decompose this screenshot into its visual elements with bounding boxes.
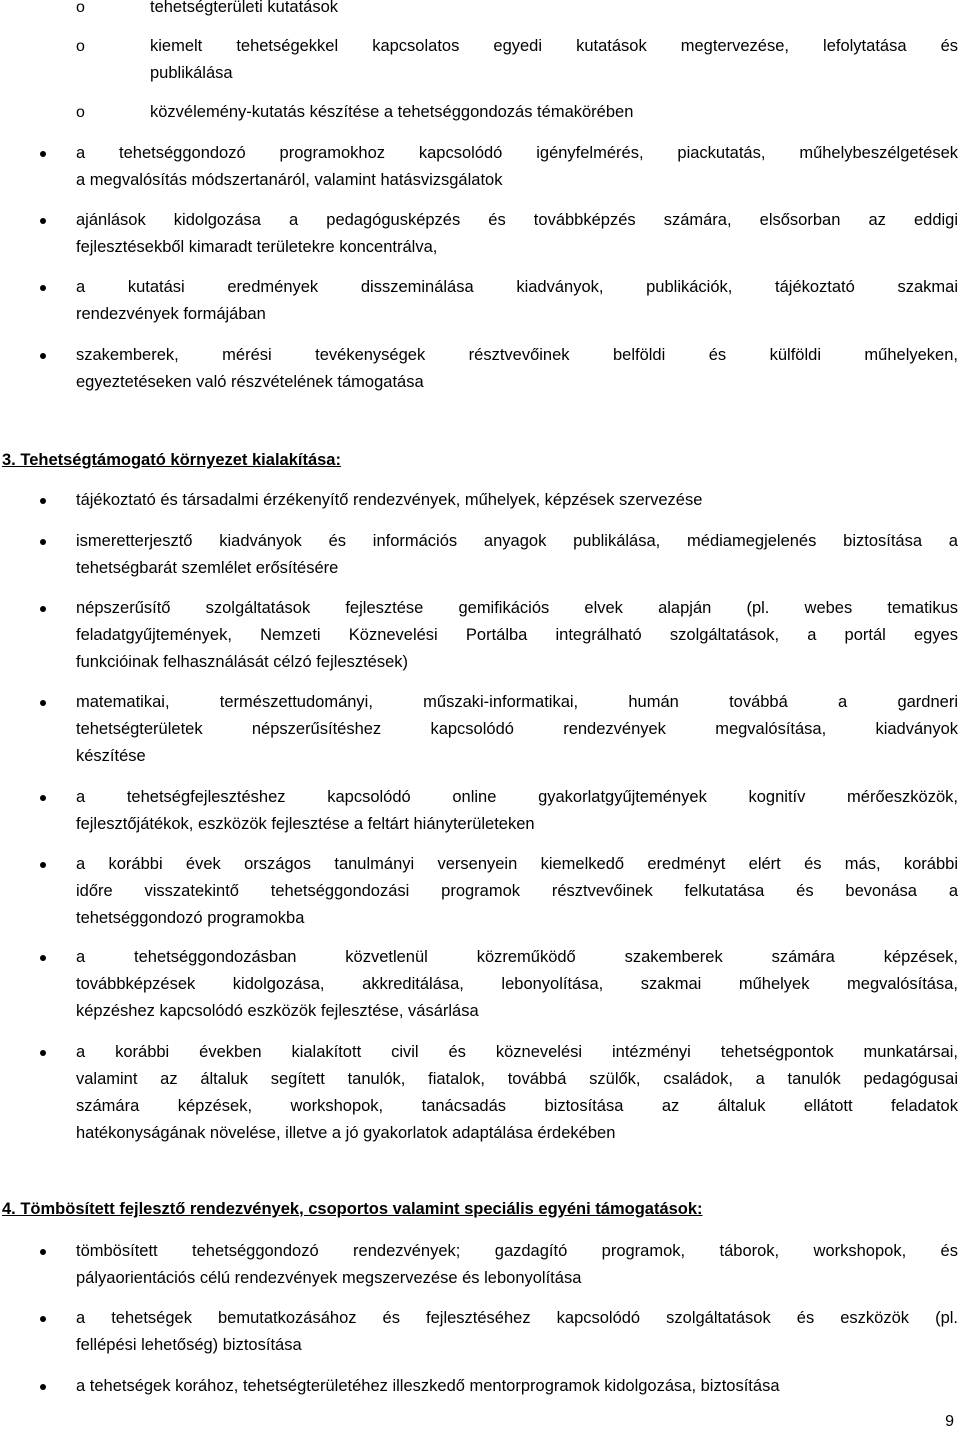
bullet-icon xyxy=(40,955,46,961)
item-line: a tehetségek korához, tehetségterületéhez illeszkedő mentorprogramok kidolgozása, biztosítása xyxy=(76,1377,780,1395)
item-line: a kutatási eredmények disszeminálása kiadványok, publikációk, tájékoztató szakmai xyxy=(76,278,958,296)
item-line: ajánlások kidolgozása a pedagógusképzés és továbbképzés számára, elsősorban az eddigi xyxy=(76,211,958,229)
list-item xyxy=(0,207,960,261)
item-line: a korábbi évek országos tanulmányi versenyein kiemelkedő eredményt elért és más, korábbi xyxy=(76,855,958,873)
item-line: fejlesztőjátékok, eszközök fejlesztése a feltárt hiányterületeken xyxy=(76,815,535,833)
list-item xyxy=(0,595,960,676)
bullet-icon xyxy=(40,539,46,545)
list-item xyxy=(0,944,960,1025)
bullet-icon xyxy=(40,1249,46,1255)
sub-item xyxy=(0,33,960,87)
list-item xyxy=(0,1238,960,1292)
item-line: a tehetségfejlesztéshez kapcsolódó online gyakorlatgyűjtemények kognitív mérőeszközök, xyxy=(76,788,958,806)
item-line: tehetségterületek népszerűsítéshez kapcsolódó rendezvények megvalósítása, kiadványok xyxy=(76,720,958,738)
item-line: publikálása xyxy=(150,64,233,82)
bullet-icon xyxy=(40,218,46,224)
bullet-icon xyxy=(40,1384,46,1390)
page-number: 9 xyxy=(945,1413,954,1430)
item-line: feladatgyűjtemények, Nemzeti Köznevelési Portálba integrálható szolgáltatások, a portál egyes xyxy=(76,626,958,644)
item-line: funkcióinak felhasználását célzó fejlesztések) xyxy=(76,653,409,671)
item-line: kiemelt tehetségekkel kapcsolatos egyedi kutatások megtervezése, lefolytatása és xyxy=(150,37,958,55)
list-item xyxy=(0,1039,960,1147)
list-item xyxy=(0,851,960,932)
bullet-icon xyxy=(40,862,46,868)
item-line: rendezvények formájában xyxy=(76,305,266,323)
list-item xyxy=(0,274,960,328)
list-item xyxy=(0,1373,960,1400)
item-line: időre visszatekintő tehetséggondozási programok résztvevőinek felkutatása és bevonása a xyxy=(76,882,958,900)
item-line: tömbösített tehetséggondozó rendezvények; gazdagító programok, táborok, workshopok, és xyxy=(76,1242,958,1260)
section-heading: 4. Tömbösített fejlesztő rendezvények, csoportos valamint speciális egyéni támogatások: xyxy=(2,1200,703,1218)
item-line: készítése xyxy=(76,747,146,765)
item-line: népszerűsítő szolgáltatások fejlesztése gemifikációs elvek alapján (pl. webes tematikus xyxy=(76,599,958,617)
item-line: tehetséggondozó programokba xyxy=(76,909,305,927)
item-line: ismeretterjesztő kiadványok és információs anyagok publikálása, médiamegjelenés biztosítása a xyxy=(76,532,958,550)
list-item xyxy=(0,689,960,770)
item-line: közvélemény-kutatás készítése a tehetséggondozás témakörében xyxy=(150,103,634,121)
item-line: a tehetségek bemutatkozásához és fejlesztéséhez kapcsolódó szolgáltatások és eszközök (pl. xyxy=(76,1309,958,1327)
bullet-icon xyxy=(40,285,46,291)
circle-bullet-icon: o xyxy=(76,0,85,16)
sub-item xyxy=(0,99,960,126)
section-heading: 3. Tehetségtámogató környezet kialakítása: xyxy=(2,451,341,469)
item-line: matematikai, természettudományi, műszaki-informatikai, humán továbbá a gardneri xyxy=(76,693,958,711)
item-line: számára képzések, workshopok, tanácsadás biztosítása az általuk ellátott feladatok xyxy=(76,1097,958,1115)
item-line: pályaorientációs célú rendezvények megszervezése és lebonyolítása xyxy=(76,1269,582,1287)
item-line: a korábbi években kialakított civil és köznevelési intézményi tehetségpontok munkatársai, xyxy=(76,1043,958,1061)
bullet-icon xyxy=(40,1316,46,1322)
list-item xyxy=(0,1305,960,1359)
item-line: szakemberek, mérési tevékenységek résztvevőinek belföldi és külföldi műhelyeken, xyxy=(76,346,958,364)
bullet-icon xyxy=(40,151,46,157)
item-line: fellépési lehetőség) biztosítása xyxy=(76,1336,302,1354)
bullet-icon xyxy=(40,353,46,359)
item-line: hatékonyságának növelése, illetve a jó gyakorlatok adaptálása érdekében xyxy=(76,1124,616,1142)
item-line: valamint az általuk segített tanulók, fiatalok, továbbá szülők, családok, a tanulók pedagógusai xyxy=(76,1070,958,1088)
sub-item xyxy=(0,0,960,21)
circle-bullet-icon: o xyxy=(76,38,85,55)
item-line: a tehetséggondozásban közvetlenül közreműködő szakemberek számára képzések, xyxy=(76,948,958,966)
item-line: tehetségbarát szemlélet erősítésére xyxy=(76,559,339,577)
bullet-icon xyxy=(40,606,46,612)
item-line: a megvalósítás módszertanáról, valamint hatásvizsgálatok xyxy=(76,171,503,189)
circle-bullet-icon: o xyxy=(76,104,85,121)
bullet-icon xyxy=(40,795,46,801)
item-line: egyeztetéseken való részvételének támogatása xyxy=(76,373,424,391)
item-line: továbbképzések kidolgozása, akkreditálása, lebonyolítása, szakmai műhelyek megvalósítása, xyxy=(76,975,958,993)
item-line: tehetségterületi kutatások xyxy=(150,0,339,16)
item-line: fejlesztésekből kimaradt területekre koncentrálva, xyxy=(76,238,438,256)
item-line: képzéshez kapcsolódó eszközök fejlesztése, vásárlása xyxy=(76,1002,479,1020)
list-item xyxy=(0,140,960,194)
item-line: a tehetséggondozó programokhoz kapcsolódó igényfelmérés, piackutatás, műhelybeszélgetések xyxy=(76,144,958,162)
bullet-icon xyxy=(40,700,46,706)
item-line: tájékoztató és társadalmi érzékenyítő rendezvények, műhelyek, képzések szervezése xyxy=(76,491,703,509)
bullet-icon xyxy=(40,1050,46,1056)
list-item xyxy=(0,342,960,396)
list-item xyxy=(0,784,960,838)
bullet-icon xyxy=(40,498,46,504)
list-item xyxy=(0,528,960,582)
list-item xyxy=(0,487,960,514)
